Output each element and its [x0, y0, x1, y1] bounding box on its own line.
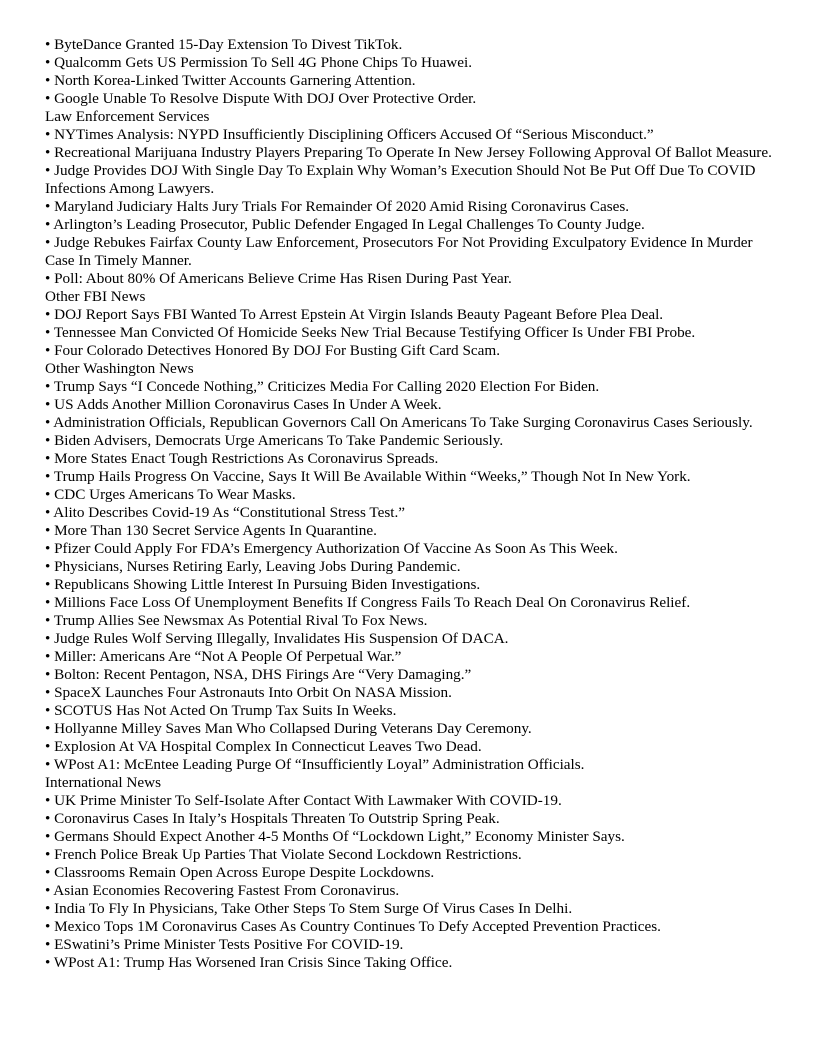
news-item[interactable]: • CDC Urges Americans To Wear Masks.: [45, 486, 296, 503]
news-item[interactable]: • Physicians, Nurses Retiring Early, Leaving Jobs During Pandemic.: [45, 558, 461, 575]
section-heading: Other Washington News: [45, 360, 194, 377]
news-item[interactable]: • North Korea-Linked Twitter Accounts Garnering Attention.: [45, 72, 416, 89]
section-law-enforcement-services: [45, 108, 776, 288]
news-item[interactable]: • Maryland Judiciary Halts Jury Trials For Remainder Of 2020 Amid Rising Coronavirus Cases.: [45, 198, 630, 215]
news-item[interactable]: • Classrooms Remain Open Across Europe Despite Lockdowns.: [45, 864, 435, 881]
news-item[interactable]: • Coronavirus Cases In Italy’s Hospitals Threaten To Outstrip Spring Peak.: [45, 810, 500, 827]
section-other-fbi-news: [45, 288, 776, 360]
news-item[interactable]: • ByteDance Granted 15-Day Extension To Divest TikTok.: [45, 36, 403, 53]
news-item[interactable]: • Tennessee Man Convicted Of Homicide Seeks New Trial Because Testifying Officer Is Under FBI Probe.: [45, 324, 696, 341]
news-item[interactable]: • Trump Hails Progress On Vaccine, Says It Will Be Available Within “Weeks,” Though Not In New York.: [45, 468, 691, 485]
news-item[interactable]: • Four Colorado Detectives Honored By DOJ For Busting Gift Card Scam.: [45, 342, 500, 359]
news-item[interactable]: • Trump Allies See Newsmax As Potential Rival To Fox News.: [45, 612, 428, 629]
news-item[interactable]: • Hollyanne Milley Saves Man Who Collapsed During Veterans Day Ceremony.: [45, 720, 532, 737]
news-item[interactable]: • Miller: Americans Are “Not A People Of Perpetual War.”: [45, 648, 402, 665]
news-item[interactable]: • Google Unable To Resolve Dispute With DOJ Over Protective Order.: [45, 90, 477, 107]
news-item[interactable]: • Biden Advisers, Democrats Urge Americans To Take Pandemic Seriously.: [45, 432, 504, 449]
news-item[interactable]: • ESwatini’s Prime Minister Tests Positive For COVID-19.: [45, 936, 404, 953]
news-item[interactable]: • Alito Describes Covid-19 As “Constitutional Stress Test.”: [45, 504, 406, 521]
news-item[interactable]: • Administration Officials, Republican Governors Call On Americans To Take Surging Coronavirus Cases Seriously.: [45, 414, 753, 431]
news-item[interactable]: • Germans Should Expect Another 4-5 Months Of “Lockdown Light,” Economy Minister Says.: [45, 828, 625, 845]
news-item[interactable]: • More States Enact Tough Restrictions As Coronavirus Spreads.: [45, 450, 439, 467]
news-item[interactable]: • NYTimes Analysis: NYPD Insufficiently Disciplining Officers Accused Of “Serious Misconduct.”: [45, 126, 654, 143]
news-item[interactable]: • SpaceX Launches Four Astronauts Into Orbit On NASA Mission.: [45, 684, 452, 701]
news-item[interactable]: • Asian Economies Recovering Fastest From Coronavirus.: [45, 882, 400, 899]
news-item[interactable]: • More Than 130 Secret Service Agents In Quarantine.: [45, 522, 377, 539]
news-item[interactable]: • Judge Provides DOJ With Single Day To Explain Why Woman’s Execution Should Not Be Put Off Due To COVID Infections Among Lawyers.: [45, 162, 756, 197]
news-item[interactable]: • Judge Rebukes Fairfax County Law Enforcement, Prosecutors For Not Providing Exculpatory Evidence In Murder Case In Timely Manner.: [45, 234, 753, 269]
news-item[interactable]: • Trump Says “I Concede Nothing,” Criticizes Media For Calling 2020 Election For Biden.: [45, 378, 600, 395]
news-item[interactable]: • SCOTUS Has Not Acted On Trump Tax Suits In Weeks.: [45, 702, 397, 719]
news-item[interactable]: • Millions Face Loss Of Unemployment Benefits If Congress Fails To Reach Deal On Coronavirus Relief.: [45, 594, 691, 611]
news-item[interactable]: • Bolton: Recent Pentagon, NSA, DHS Firings Are “Very Damaging.”: [45, 666, 472, 683]
news-item[interactable]: • Explosion At VA Hospital Complex In Connecticut Leaves Two Dead.: [45, 738, 482, 755]
news-item[interactable]: • India To Fly In Physicians, Take Other Steps To Stem Surge Of Virus Cases In Delhi.: [45, 900, 573, 917]
news-item[interactable]: • Qualcomm Gets US Permission To Sell 4G Phone Chips To Huawei.: [45, 54, 473, 71]
news-item[interactable]: • WPost A1: McEntee Leading Purge Of “Insufficiently Loyal” Administration Officials.: [45, 756, 585, 773]
news-item[interactable]: • DOJ Report Says FBI Wanted To Arrest Epstein At Virgin Islands Beauty Pageant Before Plea Deal.: [45, 306, 664, 323]
news-item[interactable]: • Recreational Marijuana Industry Players Preparing To Operate In New Jersey Following Approval Of Ballot Measure.: [45, 144, 772, 161]
news-item[interactable]: • French Police Break Up Parties That Violate Second Lockdown Restrictions.: [45, 846, 522, 863]
section-technology-continued: [45, 36, 776, 108]
news-item[interactable]: • Mexico Tops 1M Coronavirus Cases As Country Continues To Defy Accepted Prevention Practices.: [45, 918, 661, 935]
section-heading: Other FBI News: [45, 288, 146, 305]
news-item[interactable]: • UK Prime Minister To Self-Isolate After Contact With Lawmaker With COVID-19.: [45, 792, 562, 809]
news-item[interactable]: • US Adds Another Million Coronavirus Cases In Under A Week.: [45, 396, 442, 413]
news-item[interactable]: • Republicans Showing Little Interest In Pursuing Biden Investigations.: [45, 576, 481, 593]
section-heading: Law Enforcement Services: [45, 108, 210, 125]
news-item[interactable]: • Pfizer Could Apply For FDA’s Emergency Authorization Of Vaccine As Soon As This Week.: [45, 540, 618, 557]
section-other-washington-news: [45, 360, 776, 774]
news-item[interactable]: • Arlington’s Leading Prosecutor, Public Defender Engaged In Legal Challenges To County Judge.: [45, 216, 645, 233]
news-item[interactable]: • Judge Rules Wolf Serving Illegally, Invalidates His Suspension Of DACA.: [45, 630, 509, 647]
news-item[interactable]: • WPost A1: Trump Has Worsened Iran Crisis Since Taking Office.: [45, 954, 453, 971]
section-international-news: [45, 774, 776, 972]
news-item[interactable]: • Poll: About 80% Of Americans Believe Crime Has Risen During Past Year.: [45, 270, 512, 287]
section-heading: International News: [45, 774, 161, 791]
